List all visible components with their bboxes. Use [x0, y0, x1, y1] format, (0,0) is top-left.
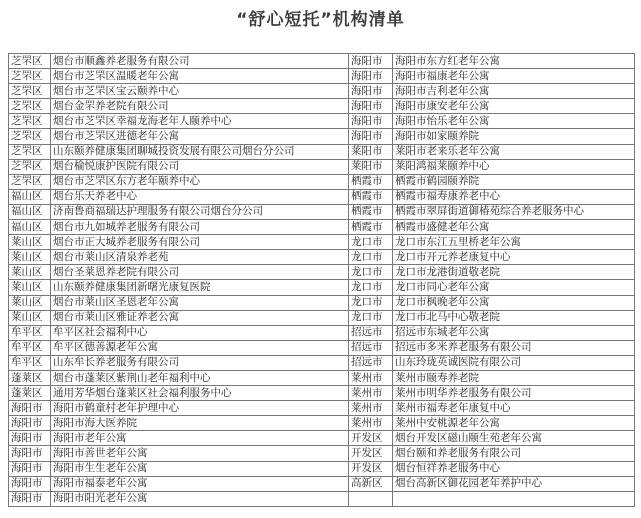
right-district-cell: 莱阳市: [349, 159, 393, 174]
left-institution-cell: 烟台榆悦康护医院有限公司: [51, 159, 349, 174]
left-institution-cell: 海阳市海大医养院: [51, 416, 349, 431]
table-row: [9, 476, 635, 491]
left-district-cell: 芝罘区: [9, 129, 51, 144]
right-institution-cell: 栖霞市盛健老年公寓: [393, 220, 635, 235]
table-row: [9, 84, 635, 99]
right-institution-cell: 烟台颐和养老服务有限公司: [393, 446, 635, 461]
left-institution-cell: 烟台市芝罘区温暖老年公寓: [51, 69, 349, 84]
left-district-cell: 海阳市: [9, 461, 51, 476]
table-row: [9, 401, 635, 416]
left-district-cell: 海阳市: [9, 446, 51, 461]
table-row: [9, 250, 635, 265]
table-row: [9, 204, 635, 219]
left-district-cell: 海阳市: [9, 416, 51, 431]
left-institution-cell: 海阳市善世老年公寓: [51, 446, 349, 461]
right-district-cell: 莱州市: [349, 386, 393, 401]
table-row: [9, 340, 635, 355]
left-institution-cell: 烟台市莱山区雅证养老公寓: [51, 310, 349, 325]
table-row: [9, 144, 635, 159]
table-row: [9, 235, 635, 250]
right-district-cell: 高新区: [349, 476, 393, 491]
right-institution-cell: 烟台开发区磁山颐生苑老年公寓: [393, 431, 635, 446]
left-district-cell: 海阳市: [9, 491, 51, 506]
right-institution-cell: 招远市多米养老服务有限公司: [393, 340, 635, 355]
left-district-cell: 莱山区: [9, 295, 51, 310]
right-district-cell: 招远市: [349, 340, 393, 355]
left-institution-cell: 烟台市蓬莱区紫荆山老年福利中心: [51, 370, 349, 385]
table-row: [9, 54, 635, 69]
table-row: [9, 416, 635, 431]
right-district-cell: 开发区: [349, 431, 393, 446]
right-institution-cell: [393, 491, 635, 506]
left-district-cell: 福山区: [9, 204, 51, 219]
left-district-cell: 福山区: [9, 220, 51, 235]
right-institution-cell: 龙口市龙港街道敬老院: [393, 265, 635, 280]
left-district-cell: 芝罘区: [9, 114, 51, 129]
right-district-cell: 栖霞市: [349, 189, 393, 204]
table-row: [9, 325, 635, 340]
right-institution-cell: 烟台高新区御花园老年养护中心: [393, 476, 635, 491]
table-row: [9, 310, 635, 325]
table-row: [9, 220, 635, 235]
right-institution-cell: 龙口市北马中心敬老院: [393, 310, 635, 325]
right-district-cell: 海阳市: [349, 69, 393, 84]
left-institution-cell: 海阳市老年公寓: [51, 431, 349, 446]
right-institution-cell: 莱阳鸿福莱颐养中心: [393, 159, 635, 174]
right-district-cell: 海阳市: [349, 114, 393, 129]
table-row: [9, 370, 635, 385]
right-institution-cell: 莱阳市老来乐老年公寓: [393, 144, 635, 159]
left-institution-cell: 烟台市正大城养老服务有限公司: [51, 235, 349, 250]
right-district-cell: 开发区: [349, 446, 393, 461]
right-institution-cell: 栖霞市鹤园颐养院: [393, 174, 635, 189]
left-institution-cell: 海阳市阳光老年公寓: [51, 491, 349, 506]
left-institution-cell: 山东颐养健康集团聊城投资发展有限公司烟台分公司: [51, 144, 349, 159]
left-institution-cell: 海阳市鹤童村老年护理中心: [51, 401, 349, 416]
right-district-cell: 龙口市: [349, 310, 393, 325]
right-district-cell: 龙口市: [349, 235, 393, 250]
right-institution-cell: 烟台恒祥养老服务中心: [393, 461, 635, 476]
right-institution-cell: 莱州市颐寿养老院: [393, 370, 635, 385]
table-row: [9, 431, 635, 446]
left-district-cell: 蓬莱区: [9, 386, 51, 401]
right-institution-cell: 莱州中安桃源老年公寓: [393, 416, 635, 431]
left-institution-cell: 烟台市芝罘区进德老年公寓: [51, 129, 349, 144]
table-row: [9, 114, 635, 129]
left-district-cell: 海阳市: [9, 401, 51, 416]
left-institution-cell: 烟台市芝罘区幸福龙海老年人颐养中心: [51, 114, 349, 129]
left-institution-cell: 通用芳华烟台蓬莱区社会福利服务中心: [51, 386, 349, 401]
right-institution-cell: 莱州市明华养老服务有限公司: [393, 386, 635, 401]
left-district-cell: 牟平区: [9, 355, 51, 370]
right-district-cell: 莱州市: [349, 401, 393, 416]
left-institution-cell: 牟平区德善源老年公寓: [51, 340, 349, 355]
right-district-cell: 海阳市: [349, 129, 393, 144]
right-institution-cell: 海阳市如家颐养院: [393, 129, 635, 144]
left-district-cell: 芝罘区: [9, 54, 51, 69]
left-institution-cell: 烟台乐天养老中心: [51, 189, 349, 204]
table-row: [9, 189, 635, 204]
left-institution-cell: 烟台市芝罘区东方老年颐养中心: [51, 174, 349, 189]
left-district-cell: 福山区: [9, 189, 51, 204]
right-institution-cell: 海阳市怡乐老年公寓: [393, 114, 635, 129]
right-district-cell: 莱州市: [349, 416, 393, 431]
right-institution-cell: 山东玲珑英诚医院有限公司: [393, 355, 635, 370]
right-district-cell: 海阳市: [349, 84, 393, 99]
left-district-cell: 莱山区: [9, 235, 51, 250]
table-row: [9, 461, 635, 476]
right-district-cell: 海阳市: [349, 54, 393, 69]
right-institution-cell: 龙口市同心老年公寓: [393, 280, 635, 295]
left-institution-cell: 海阳市生生老年公寓: [51, 461, 349, 476]
left-institution-cell: 海阳市福泰老年公寓: [51, 476, 349, 491]
institution-table: [8, 53, 635, 507]
right-district-cell: 海阳市: [349, 99, 393, 114]
right-district-cell: 龙口市: [349, 280, 393, 295]
left-district-cell: 海阳市: [9, 431, 51, 446]
right-institution-cell: 龙口市开元养老康复中心: [393, 250, 635, 265]
right-institution-cell: 莱州市福寿老年康复中心: [393, 401, 635, 416]
left-institution-cell: 山东颐养健康集团新曙光康复医院: [51, 280, 349, 295]
table-row: [9, 69, 635, 84]
left-institution-cell: 烟台市顺鑫养老服务有限公司: [51, 54, 349, 69]
institution-table-body: [9, 54, 635, 507]
document-title: “舒心短托”机构清单: [236, 10, 405, 30]
right-institution-cell: 栖霞市福寿康养老中心: [393, 189, 635, 204]
left-district-cell: 芝罘区: [9, 69, 51, 84]
table-row: [9, 446, 635, 461]
left-institution-cell: 烟台金罘养老院有限公司: [51, 99, 349, 114]
left-institution-cell: 烟台圣莱恩养老院有限公司: [51, 265, 349, 280]
right-institution-cell: 海阳市东方红老年公寓: [393, 54, 635, 69]
right-institution-cell: 龙口市枫晚老年公寓: [393, 295, 635, 310]
table-row: [9, 295, 635, 310]
right-district-cell: 莱阳市: [349, 144, 393, 159]
left-district-cell: 芝罘区: [9, 84, 51, 99]
left-district-cell: 莱山区: [9, 250, 51, 265]
left-district-cell: 芝罘区: [9, 99, 51, 114]
left-institution-cell: 烟台市九如城养老服务有限公司: [51, 220, 349, 235]
left-institution-cell: 济南鲁商福瑞达护理服务有限公司烟台分公司: [51, 204, 349, 219]
left-institution-cell: 山东牟长养老服务有限公司: [51, 355, 349, 370]
left-district-cell: 牟平区: [9, 340, 51, 355]
left-institution-cell: 烟台市莱山区圣恩老年公寓: [51, 295, 349, 310]
table-row: [9, 174, 635, 189]
left-district-cell: 蓬莱区: [9, 370, 51, 385]
left-district-cell: 莱山区: [9, 265, 51, 280]
left-district-cell: 芝罘区: [9, 159, 51, 174]
left-institution-cell: 烟台市莱山区清泉养老苑: [51, 250, 349, 265]
right-district-cell: 栖霞市: [349, 204, 393, 219]
left-district-cell: 牟平区: [9, 325, 51, 340]
table-row: [9, 491, 635, 506]
left-district-cell: 芝罘区: [9, 174, 51, 189]
table-row: [9, 355, 635, 370]
left-district-cell: 莱山区: [9, 310, 51, 325]
right-district-cell: 招远市: [349, 325, 393, 340]
table-row: [9, 280, 635, 295]
right-district-cell: 栖霞市: [349, 174, 393, 189]
right-institution-cell: 龙口市东江五里桥老年公寓: [393, 235, 635, 250]
right-institution-cell: 栖霞市翠屏街道御椿苑综合养老服务中心: [393, 204, 635, 219]
right-district-cell: 龙口市: [349, 295, 393, 310]
right-district-cell: 龙口市: [349, 250, 393, 265]
right-district-cell: [349, 491, 393, 506]
right-district-cell: 龙口市: [349, 265, 393, 280]
table-row: [9, 265, 635, 280]
table-row: [9, 99, 635, 114]
table-row: [9, 129, 635, 144]
right-district-cell: 开发区: [349, 461, 393, 476]
right-institution-cell: 海阳市福康老年公寓: [393, 69, 635, 84]
left-institution-cell: 烟台市芝罘区宝云颐养中心: [51, 84, 349, 99]
left-district-cell: 海阳市: [9, 476, 51, 491]
right-district-cell: 招远市: [349, 355, 393, 370]
right-institution-cell: 海阳市吉利老年公寓: [393, 84, 635, 99]
table-row: [9, 386, 635, 401]
left-district-cell: 莱山区: [9, 280, 51, 295]
right-institution-cell: 海阳市康安老年公寓: [393, 99, 635, 114]
left-institution-cell: 牟平区社会福利中心: [51, 325, 349, 340]
right-institution-cell: 招远市东城老年公寓: [393, 325, 635, 340]
right-district-cell: 栖霞市: [349, 220, 393, 235]
right-district-cell: 莱州市: [349, 370, 393, 385]
left-district-cell: 芝罘区: [9, 144, 51, 159]
table-row: [9, 159, 635, 174]
